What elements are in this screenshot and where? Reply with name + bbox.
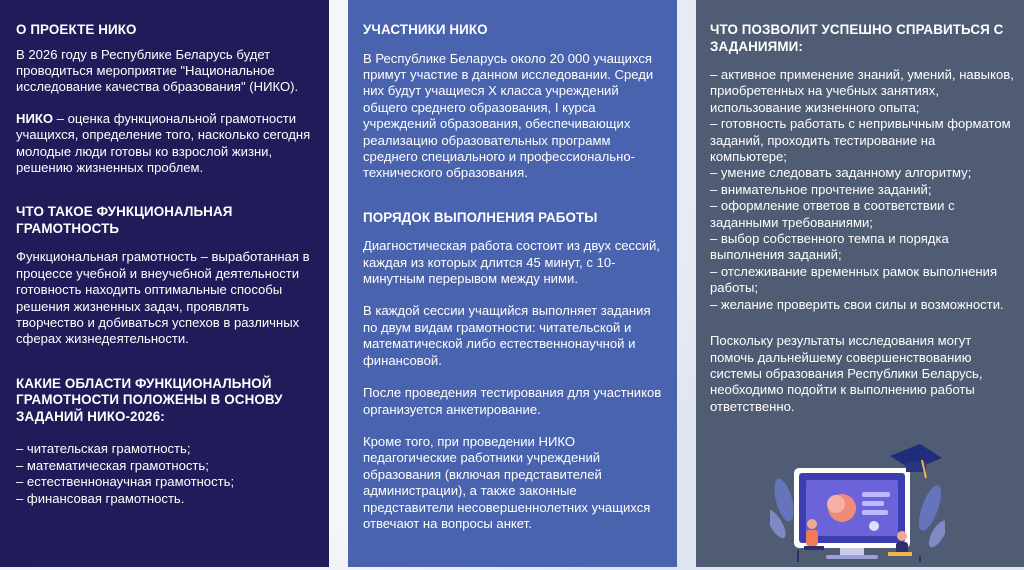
- areas-list: [16, 441, 317, 507]
- list-item: – активное применение знаний, умений, навыков, приобретенных на учебных занятиях, использование жизненного опыта;: [710, 67, 1014, 115]
- niko-definition: [16, 111, 317, 177]
- order-text-3: После проведения тестирования для участников организуется анкетирование.: [363, 385, 662, 417]
- order-text-1: Диагностическая работа состоит из двух сессий, каждая из которых длится 45 минут, с 10-минутным перерывом между ними.: [363, 238, 660, 287]
- list-item: – естественнонаучная грамотность;: [16, 474, 235, 490]
- list-item: – выбор собственного темпа и порядка выполнения заданий;: [710, 231, 949, 263]
- niko-definition-text: – оценка функциональной грамотности учащихся, определение того, насколько сегодня молодые люди готовы ко взрослой жизни, решению жизненных проблем.: [16, 110, 311, 175]
- list-item: – отслеживание временных рамок выполнения работы;: [710, 263, 998, 296]
- about-text: В 2026 году в Республике Беларусь будет проводиться мероприятие "Национальное исследование качества образования" (НИКО).: [16, 46, 299, 95]
- list-item: – внимательное прочтение заданий;: [710, 181, 932, 197]
- list-item: – читательская грамотность;: [16, 441, 191, 457]
- about-title: О ПРОЕКТЕ НИКО: [16, 22, 137, 37]
- graduation-laptop-illustration: [770, 438, 945, 564]
- fl-text: Функциональная грамотность – выработанная в процессе учебной и внеучебной деятельности готовность находить оптимальные способы решения жизненных задач, проявлять творчество и добиваться успехов в различных сферах жизнедеятельности.: [16, 249, 310, 347]
- list-item: – математическая грамотность;: [16, 457, 209, 473]
- fl-title: ЧТО ТАКОЕ ФУНКЦИОНАЛЬНАЯ ГРАМОТНОСТЬ: [16, 204, 233, 236]
- column-participants: [348, 0, 677, 567]
- order-text-4: Кроме того, при проведении НИКО педагогические работники учреждений образования (включая представителей администрации), а также законные представители несовершеннолетних учащихся отвечают на вопросы анкет.: [363, 433, 651, 531]
- success-title: ЧТО ПОЗВОЛИТ УСПЕШНО СПРАВИТЬСЯ С ЗАДАНИЯМИ:: [710, 22, 1004, 54]
- column-about: [0, 0, 329, 567]
- list-item: – финансовая грамотность.: [16, 490, 185, 506]
- participants-title: УЧАСТНИКИ НИКО: [363, 22, 488, 37]
- participants-text: В Республике Беларусь около 20 000 учащихся примут участие в данном исследовании. Среди них будут учащиеся X класса учреждений общего среднего образования, I курса учреждений образования, обеспечивающих реализацию образовательных программ среднего специального и профессионально-технического образования.: [363, 50, 654, 181]
- areas-title: КАКИЕ ОБЛАСТИ ФУНКЦИОНАЛЬНОЙ ГРАМОТНОСТИ ПОЛОЖЕНЫ В ОСНОВУ ЗАДАНИЙ НИКО-2026:: [16, 375, 283, 424]
- success-list: [710, 67, 1014, 313]
- order-text-2: В каждой сессии учащийся выполняет задания по двум видам грамотности: читательской и математической либо естественнонаучной и финансовой.: [363, 303, 651, 368]
- niko-bold: НИКО: [16, 110, 54, 126]
- closing-text: Поскольку результаты исследования могут помочь дальнейшему совершенствованию системы образования Республики Беларусь, необходимо подойти к выполнению работы ответственно.: [710, 333, 983, 414]
- list-item: – желание проверить свои силы и возможности.: [710, 296, 1004, 312]
- list-item: – умение следовать заданному алгоритму;: [710, 165, 972, 181]
- list-item: – оформление ответов в соответствии с заданными требованиями;: [710, 198, 955, 230]
- order-title: ПОРЯДОК ВЫПОЛНЕНИЯ РАБОТЫ: [363, 209, 598, 225]
- list-item: – готовность работать с непривычным форматом заданий, проходить тестирование на компьютере;: [710, 116, 1011, 165]
